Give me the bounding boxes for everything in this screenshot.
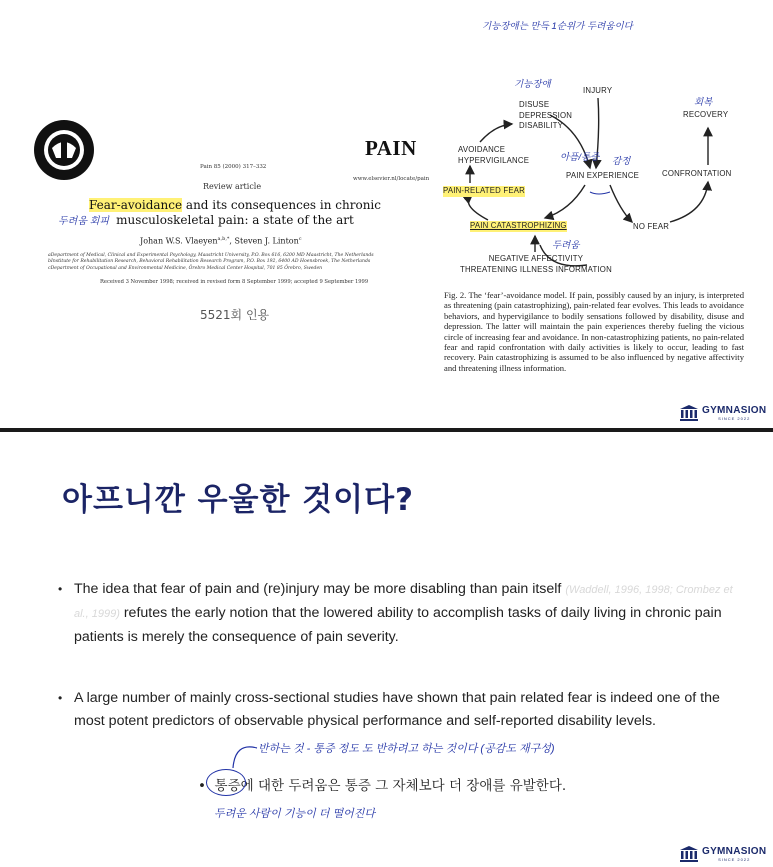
fear-avoidance-diagram <box>440 0 773 285</box>
handwritten-top-note: 기능장애는 만득 1순위가 두려움이다 <box>482 21 633 32</box>
handwritten-fear-note: 두려움 <box>552 240 580 251</box>
bullet-dot: • <box>58 582 63 596</box>
bullet-1-rest: refutes the early notion that the lowered ability to accomplish tasks of daily living in chronic pain patients is merely the consequence of pain severity. <box>74 605 722 645</box>
title-rest: and its consequences in chronic musculoskeletal pain: a state of the art <box>116 198 381 227</box>
brand-logo <box>680 846 766 862</box>
paper-affiliations <box>48 253 428 272</box>
affiliation: cDepartment of Occupational and Environmental Medicine, Örebro Medical Center Hospital, 701 85 Örebro, Sweden <box>48 265 323 271</box>
diagram-arrows <box>440 0 773 285</box>
bullet-dot: • <box>58 691 63 705</box>
article-type: Review article <box>203 182 262 191</box>
handwritten-disability-note: 기능장애 <box>514 79 551 90</box>
slide-depression-question <box>0 432 773 867</box>
handwritten-title-note: 두려움 회피 <box>58 216 110 227</box>
author-1: Johan W.S. Vlaeyen <box>140 236 218 246</box>
journal-url: www.elsevier.nl/locate/pain <box>353 176 430 182</box>
handwritten-bottom-note: 두려운 사람이 기능이 더 떨어진다 <box>214 808 375 820</box>
pillar-building-icon <box>680 405 698 421</box>
korean-bullet <box>198 774 566 794</box>
handwritten-emotion-note: 감정 <box>612 156 631 167</box>
brand-name: GYMNASION <box>702 404 767 416</box>
journal-logo: PAIN <box>365 136 417 160</box>
paper-authors <box>140 236 302 246</box>
node-pain-catastrophizing: PAIN CATASTROPHIZING <box>470 221 567 230</box>
citation-count: 5521회 인용 <box>200 308 270 322</box>
bullet-2 <box>58 687 738 733</box>
paper-header <box>30 118 430 298</box>
pillar-building-icon <box>680 846 698 862</box>
paper-citation: Pain 85 (2000) 317–332 <box>200 164 267 170</box>
handwritten-line-note: 반하는 것 - 통증 정도 도 반하려고 하는 것이다 (공감도 재구성) <box>258 743 555 755</box>
node-disuse: DISUSE DEPRESSION DISABILITY <box>519 100 573 130</box>
brand-logo <box>680 405 766 421</box>
received-dates: Received 3 November 1998; received in revised form 8 September 1999; accepted 9 September 1999 <box>100 279 369 285</box>
bullet-1 <box>58 578 738 649</box>
bullet-1-text: The idea that fear of pain and (re)injury may be more disabling than pain itself <box>74 581 562 597</box>
node-avoidance: AVOIDANCE HYPERVIGILANCE <box>458 145 530 165</box>
bullet-2-text: A large number of mainly cross-sectional studies have shown that pain related fear is indeed one of the most potent predictors of observable physical performance and self-reported disability levels. <box>74 690 720 729</box>
brand-since: SINCE 2022 <box>718 856 751 862</box>
node-recovery: RECOVERY <box>683 110 729 119</box>
affiliation: bInstitute for Rehabilitation Research, Behavioral Rehabilitation Research Program, P.O. Box 192, 6400 AD Hoensbroek, The Netherlands <box>48 259 371 265</box>
node-confrontation: CONFRONTATION <box>662 169 732 178</box>
affiliation: aDepartment of Medical, Clinical and Experimental Psychology, Maastricht University, P.O. Box 616, 6200 MD Maastricht, The Netherlands <box>48 253 374 258</box>
bullet-dot: • <box>198 778 215 794</box>
author-2-sup: c <box>298 236 302 242</box>
author-1-sup: a,b,* <box>217 236 230 242</box>
title-highlight: Fear-avoidance <box>89 198 183 212</box>
author-2: , Steven J. Linton <box>229 236 299 246</box>
bullet-1-refs: (Waddell, 1996, 1998; Crombez et al., 1999) <box>74 584 733 620</box>
node-injury: INJURY <box>583 86 613 95</box>
slide-paper-summary <box>0 0 773 428</box>
slide-heading: 아프니깐 우울한 것이다? <box>62 482 415 518</box>
brand-since: SINCE 2022 <box>718 415 751 421</box>
handwritten-experience-note: 아픔/통증 <box>560 152 600 163</box>
figure-caption: Fig. 2. The ‘fear’-avoidance model. If pain, possibly caused by an injury, is interpreted as threatening (pain catastrophizing), pain-related fear evolves. This leads to avoidance behaviors, and hypervigilance to bodily sensations followed by disability, disuse and depression. The latter will maintain the pain experiences thereby fueling the vicious circle of increasing fear and avoidance. In non-catastrophizing patients, no pain-related fear and rapid confrontation with daily activities is likely to occur, leading to fast recovery. Pain catastrophizing is assumed to be also influenced by negative affectivity and threatening illness information. <box>444 290 744 373</box>
korean-bullet-text: 통증에 대한 두려움은 통증 그 자체보다 더 장애를 유발한다. <box>214 778 567 794</box>
iasp-seal-icon <box>32 118 96 182</box>
brand-name: GYMNASION <box>702 845 767 857</box>
node-negative-affectivity: NEGATIVE AFFECTIVITY THREATENING ILLNESS INFORMATION <box>460 254 612 274</box>
node-pain-related-fear: PAIN-RELATED FEAR <box>443 186 525 195</box>
handwritten-circle <box>206 769 246 796</box>
node-no-fear: NO FEAR <box>633 222 670 231</box>
handwritten-recovery-note: 회복 <box>694 97 713 108</box>
node-pain-experience: PAIN EXPERIENCE <box>566 171 640 180</box>
